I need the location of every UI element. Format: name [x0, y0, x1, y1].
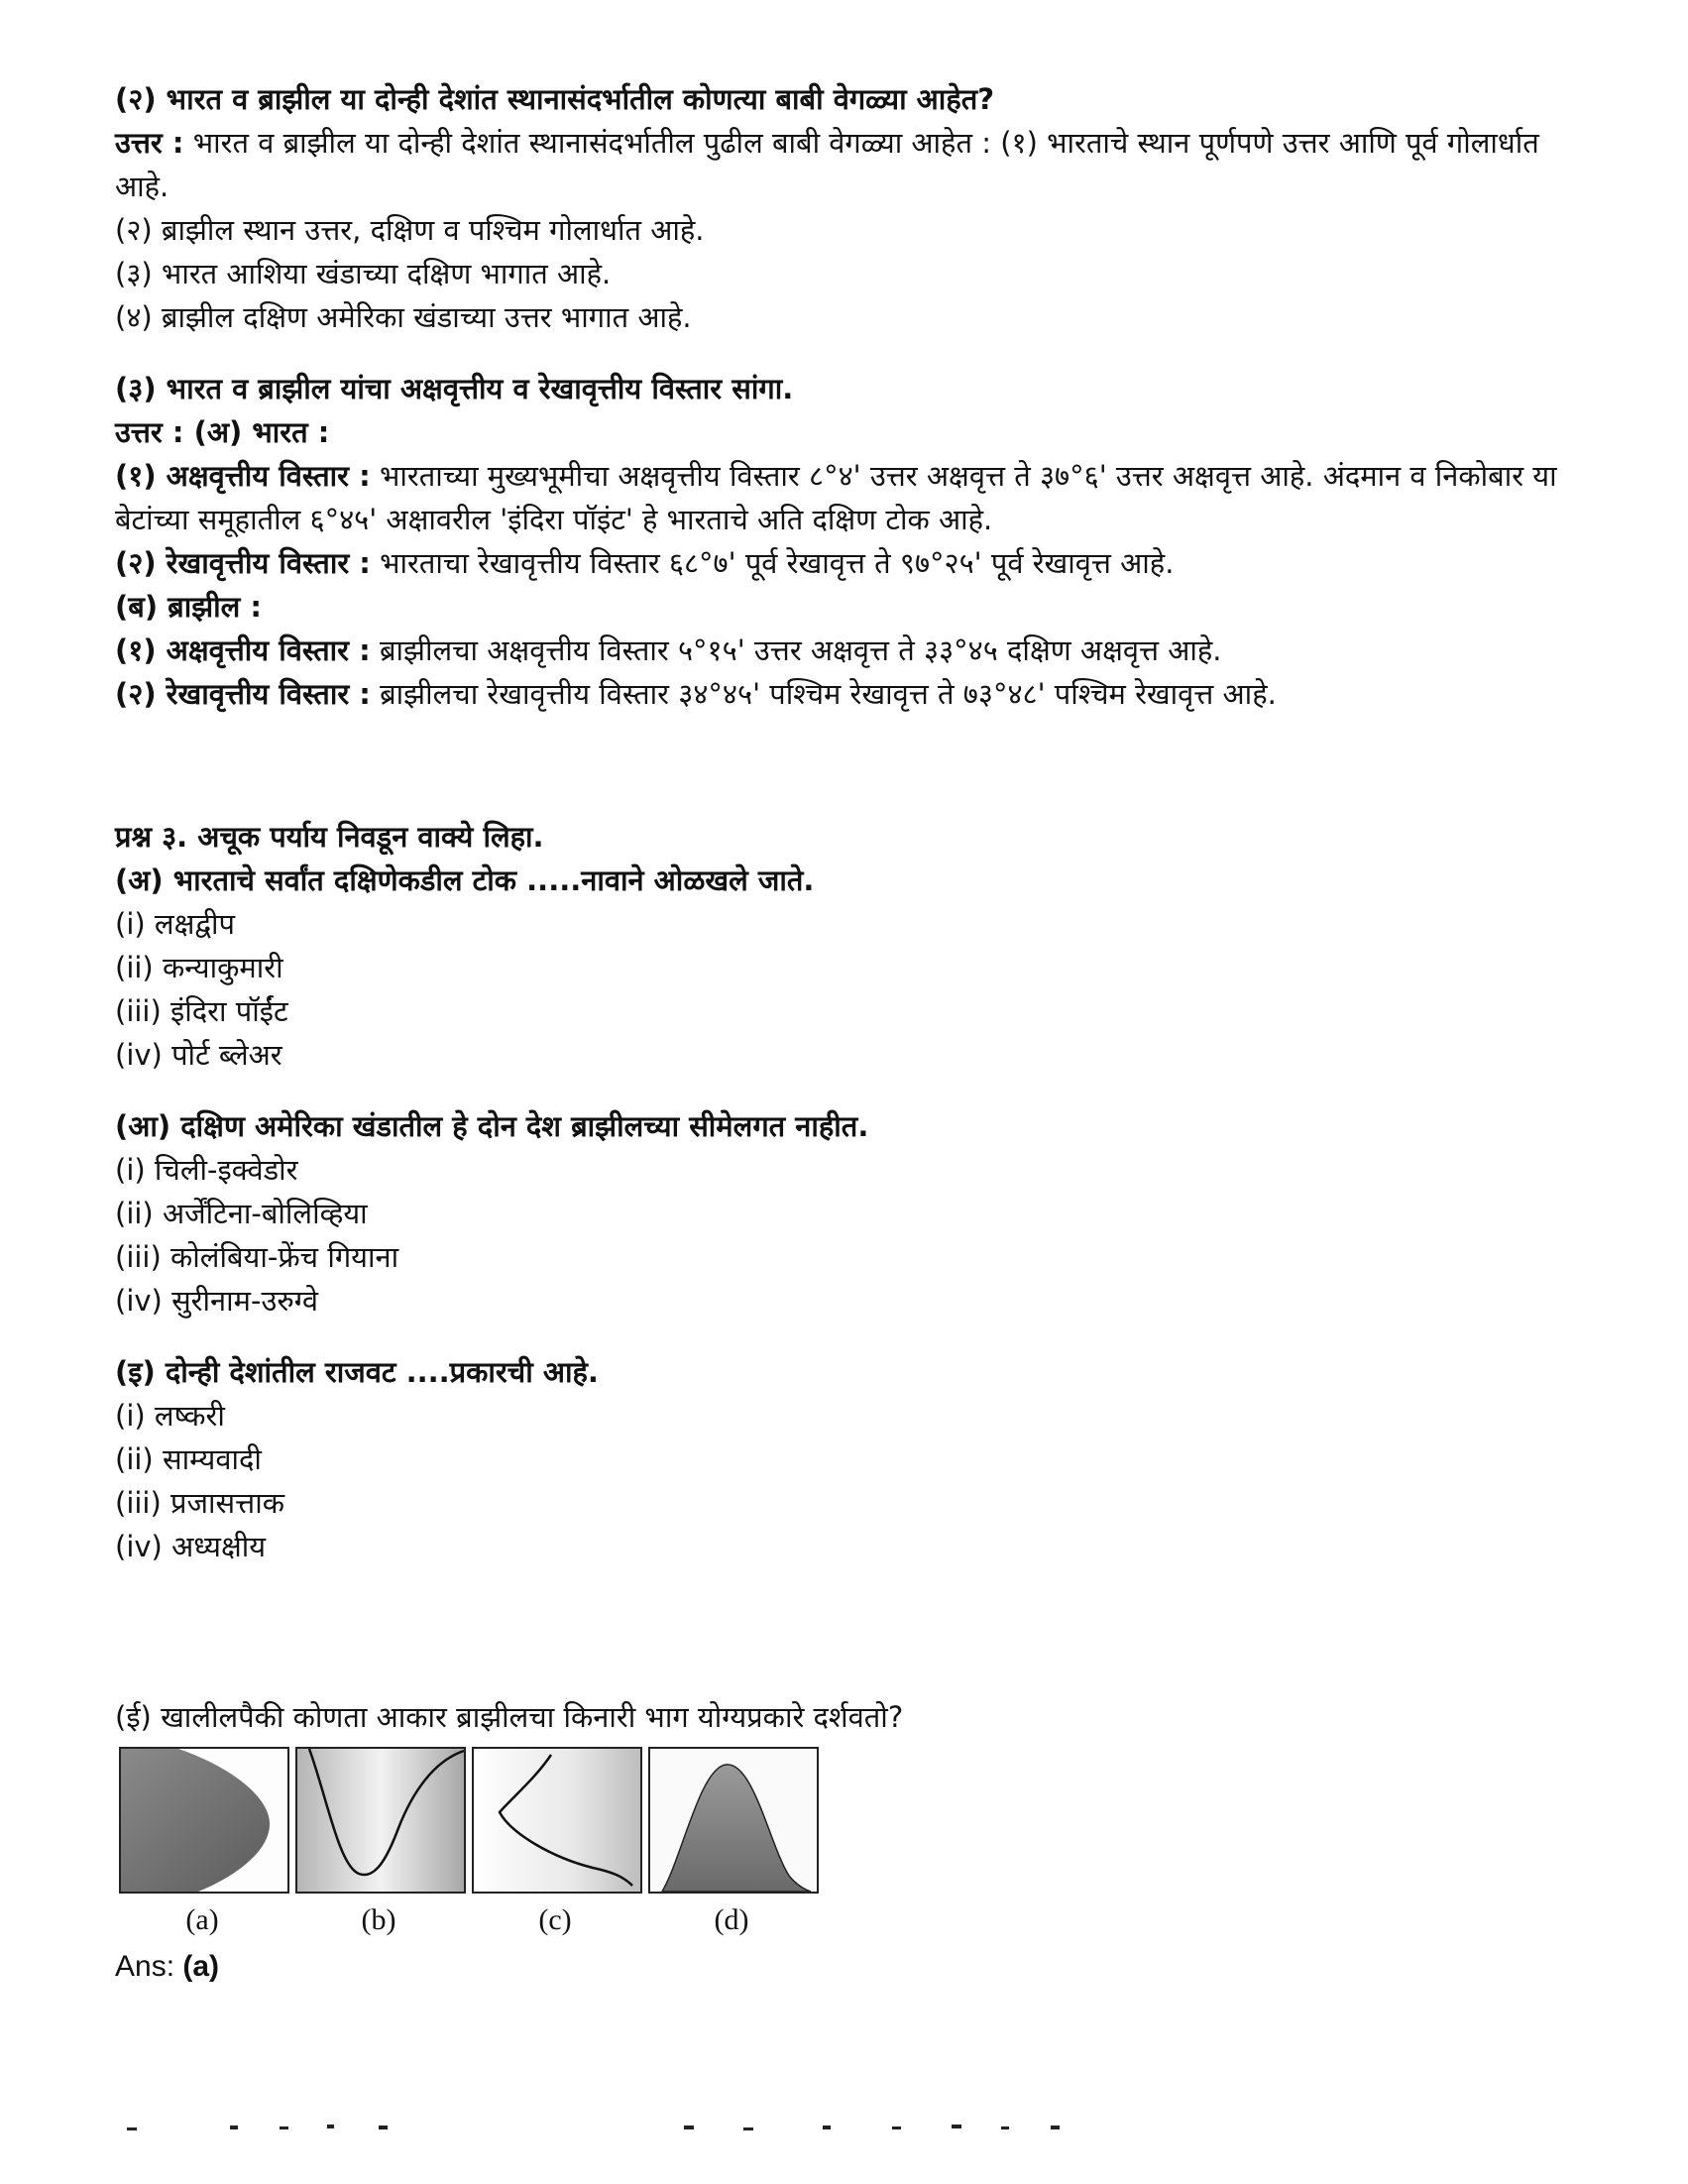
- cutoff-text-fragment: [0, 2120, 1688, 2133]
- india-longitude-text: भारताचा रेखावृत्तीय विस्तार ६८°७' पूर्व रेखावृत्त ते ९७°२५' पूर्व रेखावृत्त आहे.: [380, 546, 1175, 580]
- brazil-longitude-text: ब्राझीलचा रेखावृत्तीय विस्तार ३४°४५' पश्चिम रेखावृत्त ते ७३°४८' पश्चिम रेखावृत्त आहे.: [380, 677, 1277, 711]
- q2-point: (२) ब्राझील स्थान उत्तर, दक्षिण व पश्चिम गोलार्धात आहे.: [115, 213, 705, 247]
- india-latitude-text: भारताच्या मुख्यभूमीचा अक्षवृत्तीय विस्तार ८°४' उत्तर अक्षवृत्त ते ३७°६' उत्तर अक्षवृत्त आहे. अंदमान व निकोबार या बेटांच्या समूहातील ६°४५' अक्षावरील 'इंदिरा पॉइंट' हे भारताचे अति दक्षिण टोक आहे.: [115, 459, 1557, 536]
- option-item: (iv) सुरीनाम-उरुग्वे: [115, 1284, 318, 1318]
- q2-answer-intro: भारत व ब्राझील या दोन्ही देशांत स्थानासंदर्भातील पुढील बाबी वेगळ्या आहेत : (१) भारताचे स्थान पूर्णपणे उत्तर आणि पूर्व गोलार्धात आहे.: [115, 126, 1539, 203]
- question-ii: (ई) खालीलपैकी कोणता आकार ब्राझीलचा किनारी भाग योग्यप्रकारे दर्शवतो?: [115, 1700, 904, 1734]
- brazil-longitude-para: [115, 672, 1582, 716]
- option-item: (iii) इंदिरा पॉईंट: [115, 994, 288, 1028]
- hump-shape: [650, 1749, 817, 1892]
- q3-question: (३) भारत व ब्राझील यांचा अक्षवृत्तीय व रेखावृत्तीय विस्तार सांगा.: [115, 372, 794, 405]
- figure-caption: (b): [361, 1903, 396, 1936]
- q3-answer-heading: उत्तर : (अ) भारत :: [115, 415, 330, 449]
- india-longitude-label: (२) रेखावृत्तीय विस्तार :: [115, 546, 371, 580]
- option-item: (iii) प्रजासत्ताक: [115, 1486, 284, 1520]
- figure-d: [648, 1747, 819, 1894]
- figure-caption: (d): [714, 1903, 749, 1936]
- v-curve-shape: [297, 1749, 464, 1892]
- brazil-latitude-label: (१) अक्षवृत्तीय विस्तार :: [115, 633, 371, 667]
- figure-b: [295, 1747, 466, 1894]
- brazil-heading: (ब) ब्राझील :: [115, 590, 263, 624]
- option-item: (iv) पोर्ट ब्लेअर: [115, 1038, 282, 1072]
- india-latitude-label: (१) अक्षवृत्तीय विस्तार :: [115, 459, 371, 493]
- option-item: (i) लक्षद्वीप: [115, 907, 236, 941]
- document-page: [115, 77, 1582, 1989]
- answer-label: Ans:: [115, 1950, 175, 1983]
- option-item: (i) लष्करी: [115, 1399, 225, 1433]
- brazil-latitude-para: [115, 629, 1582, 672]
- option-item: (ii) अर्जेंटिना-बोलिव्हिया: [115, 1197, 368, 1230]
- brazil-longitude-label: (२) रेखावृत्तीय विस्तार :: [115, 677, 371, 711]
- question-aa: (आ) दक्षिण अमेरिका खंडातील हे दोन देश ब्राझीलच्या सीमेलगत नाहीत.: [115, 1109, 869, 1143]
- figure-caption: (a): [185, 1903, 219, 1936]
- option-item: (ii) कन्याकुमारी: [115, 951, 283, 984]
- section3-heading: प्रश्न ३. अचूक पर्याय निवडून वाक्ये लिहा.: [115, 820, 544, 854]
- india-latitude-para: [115, 454, 1582, 541]
- question-a: (अ) भारताचे सर्वांत दक्षिणेकडील टोक .....नावाने ओळखले जाते.: [115, 863, 815, 897]
- answer-line: [115, 1945, 1582, 1989]
- chevron-left-shape: [474, 1749, 640, 1892]
- q2-point: (३) भारत आशिया खंडाच्या दक्षिण भागात आहे.: [115, 257, 612, 290]
- question-i: (इ) दोन्ही देशांतील राजवट ....प्रकारची आहे.: [115, 1355, 599, 1389]
- figure-c: [472, 1747, 642, 1894]
- answer-value: (a): [182, 1950, 220, 1983]
- option-item: (ii) साम्यवादी: [115, 1442, 262, 1476]
- shape-figures: [115, 1747, 1582, 1945]
- brazil-latitude-text: ब्राझीलचा अक्षवृत्तीय विस्तार ५°१५' उत्तर अक्षवृत्त ते ३३°४५ दक्षिण अक्षवृत्त आहे.: [379, 633, 1222, 667]
- option-item: (iv) अध्यक्षीय: [115, 1530, 267, 1563]
- bulge-right-shape: [121, 1749, 287, 1892]
- figure-caption: (c): [538, 1903, 572, 1936]
- option-item: (i) चिली-इक्वेडोर: [115, 1153, 298, 1187]
- option-item: (iii) कोलंबिया-फ्रेंच गियाना: [115, 1240, 399, 1274]
- q2-answer: [115, 121, 1582, 208]
- q2-point: (४) ब्राझील दक्षिण अमेरिका खंडाच्या उत्तर भागात आहे.: [115, 300, 692, 334]
- figure-a: [119, 1747, 289, 1894]
- q2-question: (२) भारत व ब्राझील या दोन्ही देशांत स्थानासंदर्भातील कोणत्या बाबी वेगळ्या आहेत?: [115, 82, 995, 116]
- q2-answer-label: उत्तर :: [115, 126, 184, 160]
- india-longitude-para: [115, 541, 1582, 585]
